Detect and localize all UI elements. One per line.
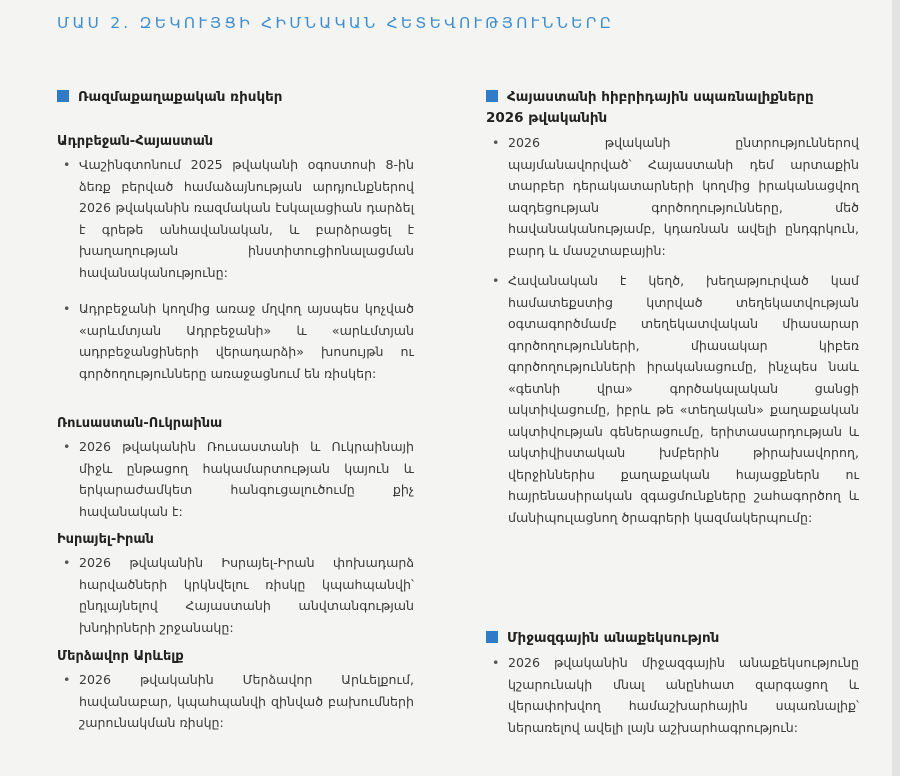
subheading-russia-ukraine: Ռուսաստան-Ուկրաինա [57, 416, 223, 431]
section-heading-text: Միջազգային անաքեկսությոն [507, 630, 720, 646]
subheading-israel-iran: Իսրայել-Իրան [57, 532, 154, 547]
subheading-middle-east: Մերձավոր Արևելք [57, 649, 184, 664]
subheading-azerbaijan-armenia: Ադրբեջան-Հայաստան [57, 134, 214, 149]
bullet-item: • 2026 թվականի ընտրություններով պայմանավորված՝ Հայաստանի դեմ արտաքին տարբեր դերակատարների կողմից իրականացվող ազդեցության գործողությունները, մեծ հավանականությամբ, կդառնան ավելի ընդգրկուն, բարդ և մասշտաբային: [492, 132, 859, 261]
section-heading-text-continued: 2026 թվականին [486, 110, 608, 126]
section-marker-icon [486, 631, 498, 643]
section-marker-icon [57, 90, 69, 102]
section-heading-hybrid-threats [486, 87, 859, 129]
bullet-item: • 2026 թվականին Մերձավոր Արևելքում, հավանաբար, կպահպանվի զինված բախումների շարունակման ռիսկը: [63, 669, 414, 734]
section-heading-text: Հայաստանի հիբրիդային սպառնալիքները [507, 89, 814, 105]
bullet-item: • 2026 թվականին Ռուսաստանի և Ուկրաինայի միջև ընթացող հակամարտության կայուն և երկարաժամկետ հանգուցալուծումը քիչ հավանական է: [63, 436, 414, 522]
bullet-item: • Ադրբեջանի կողմից առաջ մղվող այսպես կոչված «արևմտյան Ադրբեջանի» և «արևմտյան ադրբեջանցիների վերադարձի» խոսույթն ու գործողությունները առաջացնում են ռիսկեր: [63, 298, 414, 384]
section-marker-icon [486, 90, 498, 102]
bullet-item: • Հավանական է կեղծ, խեղաթյուրված կամ համատեքստից կտրված տեղեկատվության օգտագործմամբ տեղեկատվական միասարար գործողությունների, միասակար կիբեռ գործողությունների իրականացումը, ինչպես նաև «գետնի վրա» գործակալական ցանցի ակտիվացումը, իբրև թե «տեղական» քաղաքական ակտիվության գեներացումը, երիտասարդության և ակտիվիստական խմբերին թիրախավորող, վերջիններիս քաղաքական հայացքներն ու հայրենասիրական զգացմունքները շահագործող և մանիպուլացնող ծրագրերի կազմակերպումը: [492, 270, 859, 528]
bullet-item: • 2026 թվականին միջազգային անաքեկսությունը կշարունակի մնալ անընհատ զարգացող և վերափոխվող համաշխարհային սպառնալիք՝ ներառելով ավելի լայն աշխարհագրություն: [492, 652, 859, 738]
page-edge-shadow [892, 0, 900, 776]
part-title: ՄԱՍ 2. ԶԵԿՈՒՅՑԻ ՀԻՄՆԱԿԱՆ ՀԵՏԵՎՈՒԹՅՈՒՆՆԵՐԸ [57, 14, 615, 32]
bullet-item: • 2026 թվականին Իսրայել-Իրան փոխադարձ հարվածների կրկնվելու ռիսկը կպահպանվի՝ ընդլայնելով Հայաստանի անվտանգության խնդիրների շրջանակը: [63, 552, 414, 638]
bullet-item: • Վաշինգտոնում 2025 թվականի օգոստոսի 8-ին ձեռք բերված համաձայնության արդյունքներով 2026 թվականին ռազմական էսկալացիան դարձել է գրեթե անհավանական, և բարձրացել է խաղաղության ինստիտուցիոնալացման հավանականությունը: [63, 154, 414, 283]
section-heading-international-terrorism [486, 628, 859, 649]
section-heading-military-political-risks [57, 87, 414, 108]
section-heading-text: Ռազմաքաղաքական ռիսկեր [78, 89, 283, 105]
